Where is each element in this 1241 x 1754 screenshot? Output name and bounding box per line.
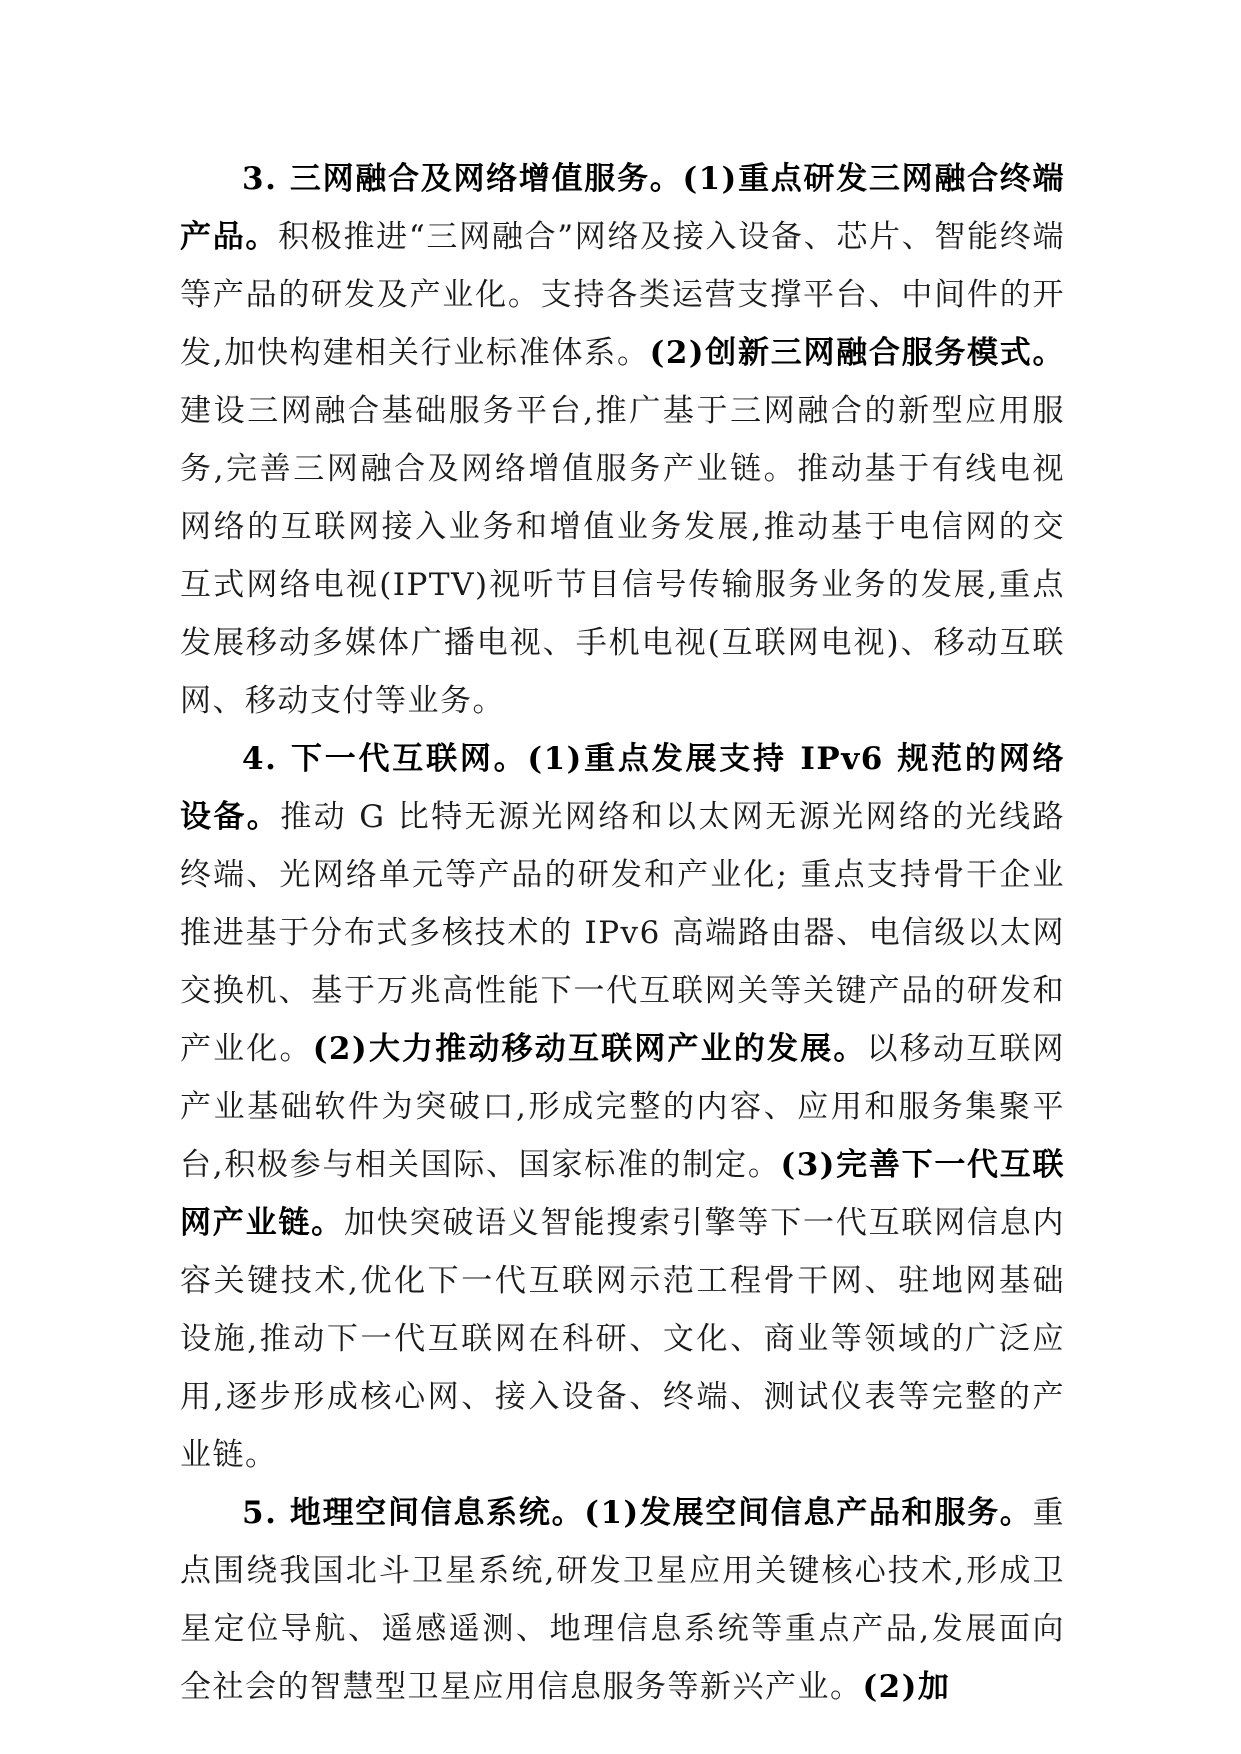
heading-geospatial-info: 5. 地理空间信息系统。(1)发展空间信息产品和服务。 bbox=[242, 1495, 1033, 1531]
heading-three-network-convergence: 3. 三网融合及网络增值服务。(1)重点研发三网融合终端产品。 bbox=[180, 161, 1065, 255]
heading-next-gen-internet: 4. 下一代互联网。(1)重点发展支持 IPv6 规范的网络设备。 bbox=[180, 741, 1065, 835]
subheading-mobile-internet: (2)大力推动移动互联网产业的发展。 bbox=[312, 1031, 867, 1067]
subheading-innovate-service-model: (2)创新三网融合服务模式。 bbox=[649, 335, 1066, 371]
subheading-continued: (2)加 bbox=[862, 1669, 951, 1705]
body-text: 重点围绕我国北斗卫星系统,研发卫星应用关键核心技术,形成卫星定位导航、遥感遥测、地理信息系统等重点产品,发展面向全社会的智慧型卫星应用信息服务等新兴产业。 bbox=[180, 1495, 1065, 1705]
document-page bbox=[180, 150, 1065, 1716]
body-text: 积极推进“三网融合”网络及接入设备、芯片、智能终端等产品的研发及产业化。支持各类运营支撑平台、中间件的开发,加快构建相关行业标准体系。 bbox=[180, 219, 1065, 371]
paragraph-three-network-convergence bbox=[180, 150, 1065, 730]
body-text: 推动 G 比特无源光网络和以太网无源光网络的光线路终端、光网络单元等产品的研发和产业化; 重点支持骨干企业推进基于分布式多核技术的 IPv6 高端路由器、电信级以太网交换机、基于万兆高性能下一代互联网关等关键产品的研发和产业化。 bbox=[180, 799, 1065, 1067]
body-text: 以移动互联网产业基础软件为突破口,形成完整的内容、应用和服务集聚平台,积极参与相关国际、国家标准的制定。 bbox=[180, 1031, 1066, 1183]
subheading-industry-chain: (3)完善下一代互联网产业链。 bbox=[180, 1147, 1065, 1241]
paragraph-next-gen-internet bbox=[180, 730, 1065, 1484]
body-text: 建设三网融合基础服务平台,推广基于三网融合的新型应用服务,完善三网融合及网络增值服务产业链。推动基于有线电视网络的互联网接入业务和增值业务发展,推动基于电信网的交互式网络电视(IPTV)视听节目信号传输服务业务的发展,重点发展移动多媒体广播电视、手机电视(互联网电视)、移动互联网、移动支付等业务。 bbox=[180, 393, 1065, 719]
paragraph-geospatial-info bbox=[180, 1484, 1065, 1716]
body-text: 加快突破语义智能搜索引擎等下一代互联网信息内容关键技术,优化下一代互联网示范工程骨干网、驻地网基础设施,推动下一代互联网在科研、文化、商业等领域的广泛应用,逐步形成核心网、接入设备、终端、测试仪表等完整的产业链。 bbox=[180, 1205, 1066, 1473]
